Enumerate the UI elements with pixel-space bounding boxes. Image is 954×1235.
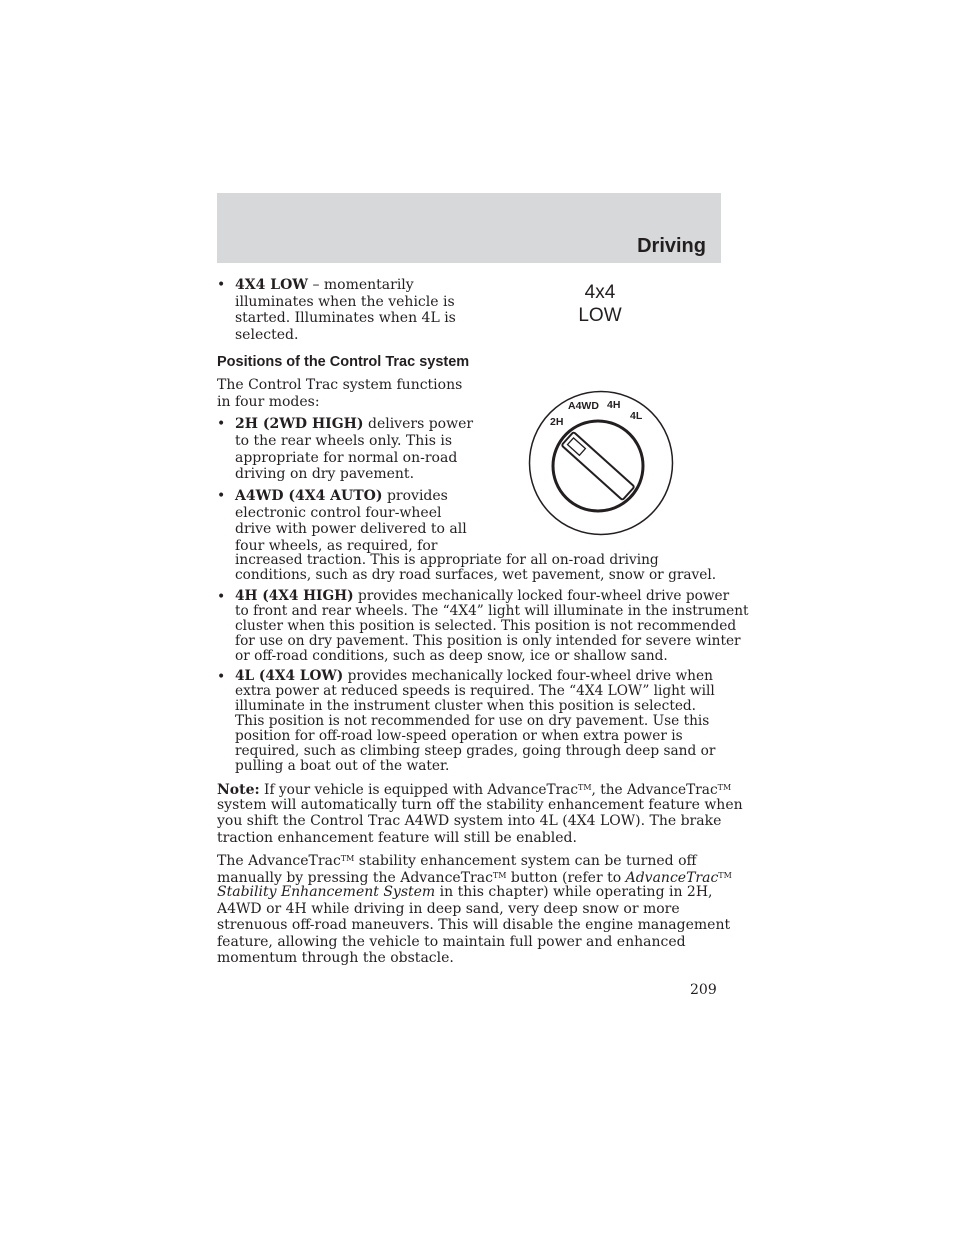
dial-label-2h: 2H (550, 416, 564, 428)
note-label: Note: (217, 782, 260, 798)
indicator-line-1: 4x4 (584, 282, 616, 303)
bullet-term: 2H (2WD HIGH) (235, 416, 364, 432)
dial-label-4h: 4H (607, 399, 621, 411)
trademark-symbol: TM (718, 870, 732, 880)
trademark-symbol: TM (717, 783, 732, 792)
bullet-term: A4WD (4X4 AUTO) (235, 488, 383, 504)
bullet-term: 4H (4X4 HIGH) (235, 588, 354, 604)
positions-intro-line: in four modes: (217, 394, 320, 410)
4x4-low-indicator-icon (560, 281, 640, 327)
dial-label-4l: 4L (630, 410, 643, 422)
positions-intro-line: The Control Trac system functions (217, 377, 463, 393)
indicator-line-2: LOW (578, 305, 622, 326)
trademark-symbol: TM (492, 870, 507, 880)
bullet-term: 4L (4X4 LOW) (235, 668, 344, 684)
trademark-symbol: TM (578, 783, 592, 792)
section-title: Driving (637, 235, 706, 257)
bullet-term: 4X4 LOW (235, 277, 308, 293)
positions-heading: Positions of the Control Trac system (217, 354, 470, 370)
page-number: 209 (690, 982, 717, 998)
control-trac-dial-diagram (528, 390, 674, 536)
section-header-band (217, 193, 721, 263)
cross-reference: Stability Enhancement System (217, 884, 436, 900)
trademark-symbol: TM (340, 854, 355, 863)
dial-label-a4wd: A4WD (568, 400, 599, 412)
